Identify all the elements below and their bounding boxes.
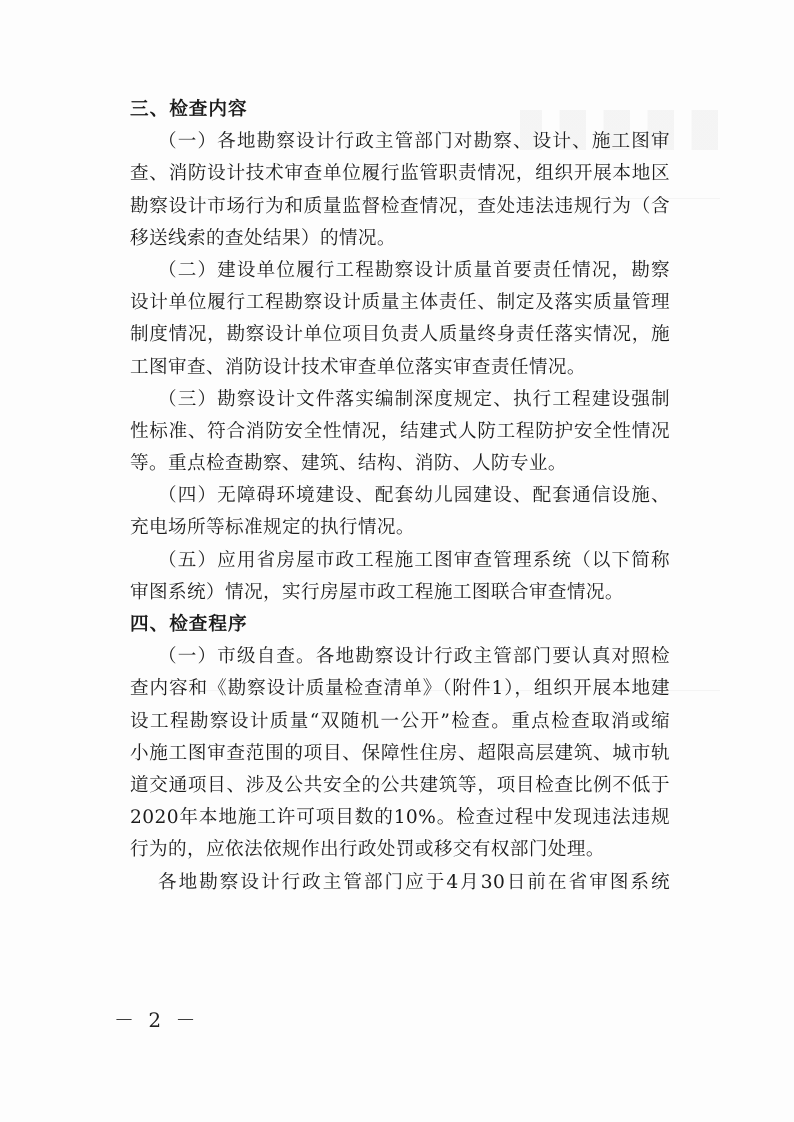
paragraph-item-1 bbox=[130, 126, 670, 255]
text-line: 2020年本地施工许可项目数的10%。检查过程中发现违法违规 bbox=[130, 807, 670, 829]
text-line: 设工程勘察设计质量“双随机一公开”检查。重点检查取消或缩 bbox=[130, 710, 670, 732]
text-line: （二）建设单位履行工程勘察设计质量首要责任情况，勘察 bbox=[158, 259, 670, 281]
paragraph-procedure-1 bbox=[130, 641, 670, 866]
paragraph-item-4 bbox=[130, 480, 670, 544]
text-line: 各地勘察设计行政主管部门应于4月30日前在省审图系统 bbox=[158, 871, 670, 893]
text-line: 勘察设计市场行为和质量监督检查情况，查处违法违规行为（含 bbox=[130, 195, 670, 217]
paragraph-item-2 bbox=[130, 255, 670, 384]
document-body bbox=[130, 94, 670, 899]
text-line: （一）市级自查。各地勘察设计行政主管部门要认真对照检 bbox=[158, 646, 670, 668]
text-line: 工图审查、消防设计技术审查单位落实审查责任情况。 bbox=[130, 356, 586, 378]
text-line: 道交通项目、涉及公共安全的公共建筑等，项目检查比例不低于 bbox=[130, 774, 670, 796]
text-line: 行为的，应依法依规作出行政处罚或移交有权部门处理。 bbox=[130, 839, 605, 861]
text-line: 审图系统）情况，实行房屋市政工程施工图联合审查情况。 bbox=[130, 581, 624, 603]
text-line: （五）应用省房屋市政工程施工图审查管理系统（以下简称 bbox=[158, 549, 670, 571]
paragraph-procedure-2 bbox=[130, 867, 670, 899]
text-line: 小施工图审查范围的项目、保障性住房、超限高层建筑、城市轨 bbox=[130, 742, 670, 764]
text-line: 查内容和《勘察设计质量检查清单》（附件1），组织开展本地建 bbox=[130, 678, 670, 700]
text-line: 性标准、符合消防安全性情况，结建式人防工程防护安全性情况 bbox=[130, 420, 670, 442]
paragraph-item-3 bbox=[130, 384, 670, 481]
text-line: 充电场所等标准规定的执行情况。 bbox=[130, 517, 415, 539]
text-line: （一）各地勘察设计行政主管部门对勘察、设计、施工图审 bbox=[158, 131, 670, 153]
section-heading-inspection-procedure: 四、检查程序 bbox=[130, 614, 248, 635]
text-line: （三）勘察设计文件落实编制深度规定、执行工程建设强制 bbox=[158, 388, 670, 410]
text-line: 制度情况，勘察设计单位项目负责人质量终身责任落实情况，施 bbox=[130, 324, 670, 346]
paragraph-item-5 bbox=[130, 545, 670, 609]
section-heading-inspection-content: 三、检查内容 bbox=[130, 99, 248, 120]
text-line: 查、消防设计技术审查单位履行监管职责情况，组织开展本地区 bbox=[130, 163, 670, 185]
text-line: 设计单位履行工程勘察设计质量主体责任、制定及落实质量管理 bbox=[130, 292, 670, 314]
page-number: － 2 － bbox=[114, 1008, 200, 1032]
text-line: 等。重点检查勘察、建筑、结构、消防、人防专业。 bbox=[130, 453, 567, 475]
text-line: 移送线索的查处结果）的情况。 bbox=[130, 227, 396, 249]
text-line: （四）无障碍环境建设、配套幼儿园建设、配套通信设施、 bbox=[158, 485, 670, 507]
